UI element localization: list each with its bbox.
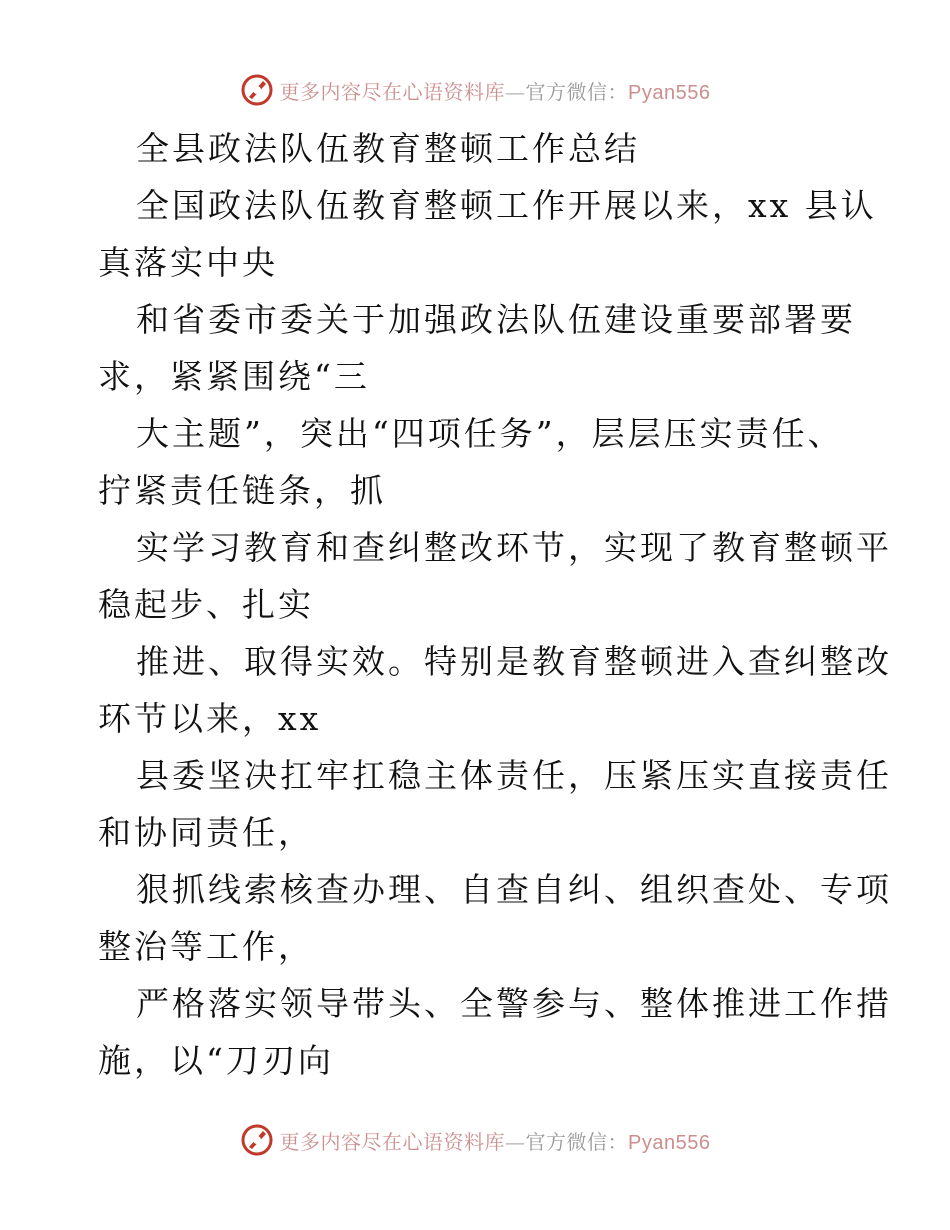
text-line: 和协同责任， <box>98 813 314 852</box>
text-line: 施，以“刀刃向 <box>98 1041 334 1080</box>
watermark-label: 官方微信： <box>525 1129 629 1154</box>
watermark-text <box>280 1126 711 1155</box>
watermark-id: Pyan556 <box>628 81 711 104</box>
text-line: 全国政法队伍教育整顿工作开展以来，xx 县认 <box>136 186 877 225</box>
text-line: 稳起步、扎实 <box>98 585 314 624</box>
watermark-label: 官方微信： <box>525 79 629 104</box>
quill-seal-logo-icon <box>240 73 274 107</box>
header-watermark <box>0 70 950 110</box>
text-line: 和省委市委关于加强政法队伍建设重要部署要 <box>136 300 856 339</box>
text-line: 求，紧紧围绕“三 <box>98 357 370 396</box>
text-line: 狠抓线索核查办理、自查自纠、组织查处、专项 <box>136 870 892 909</box>
text-line: 环节以来，xx <box>98 699 322 738</box>
quill-seal-logo-icon <box>240 1123 274 1157</box>
watermark-dash: — <box>505 1129 526 1154</box>
watermark-slogan: 更多内容尽在心语资料库 <box>279 1129 506 1154</box>
text-line: 整治等工作， <box>98 927 314 966</box>
watermark-id: Pyan556 <box>628 1131 711 1154</box>
watermark-slogan: 更多内容尽在心语资料库 <box>279 79 506 104</box>
footer-watermark <box>0 1120 950 1160</box>
watermark-text <box>280 76 711 105</box>
text-line: 拧紧责任链条，抓 <box>98 471 386 510</box>
document-body <box>98 120 892 1089</box>
text-line: 真落实中央 <box>98 243 278 282</box>
text-line: 推进、取得实效。特别是教育整顿进入查纠整改 <box>136 642 892 681</box>
text-line: 实学习教育和查纠整改环节，实现了教育整顿平 <box>136 528 892 567</box>
watermark-dash: — <box>505 79 526 104</box>
text-line: 严格落实领导带头、全警参与、整体推进工作措 <box>136 984 892 1023</box>
text-line: 县委坚决扛牢扛稳主体责任，压紧压实直接责任 <box>136 756 892 795</box>
document-title: 全县政法队伍教育整顿工作总结 <box>136 129 640 168</box>
text-line: 大主题”，突出“四项任务”，层层压实责任、 <box>136 414 844 453</box>
